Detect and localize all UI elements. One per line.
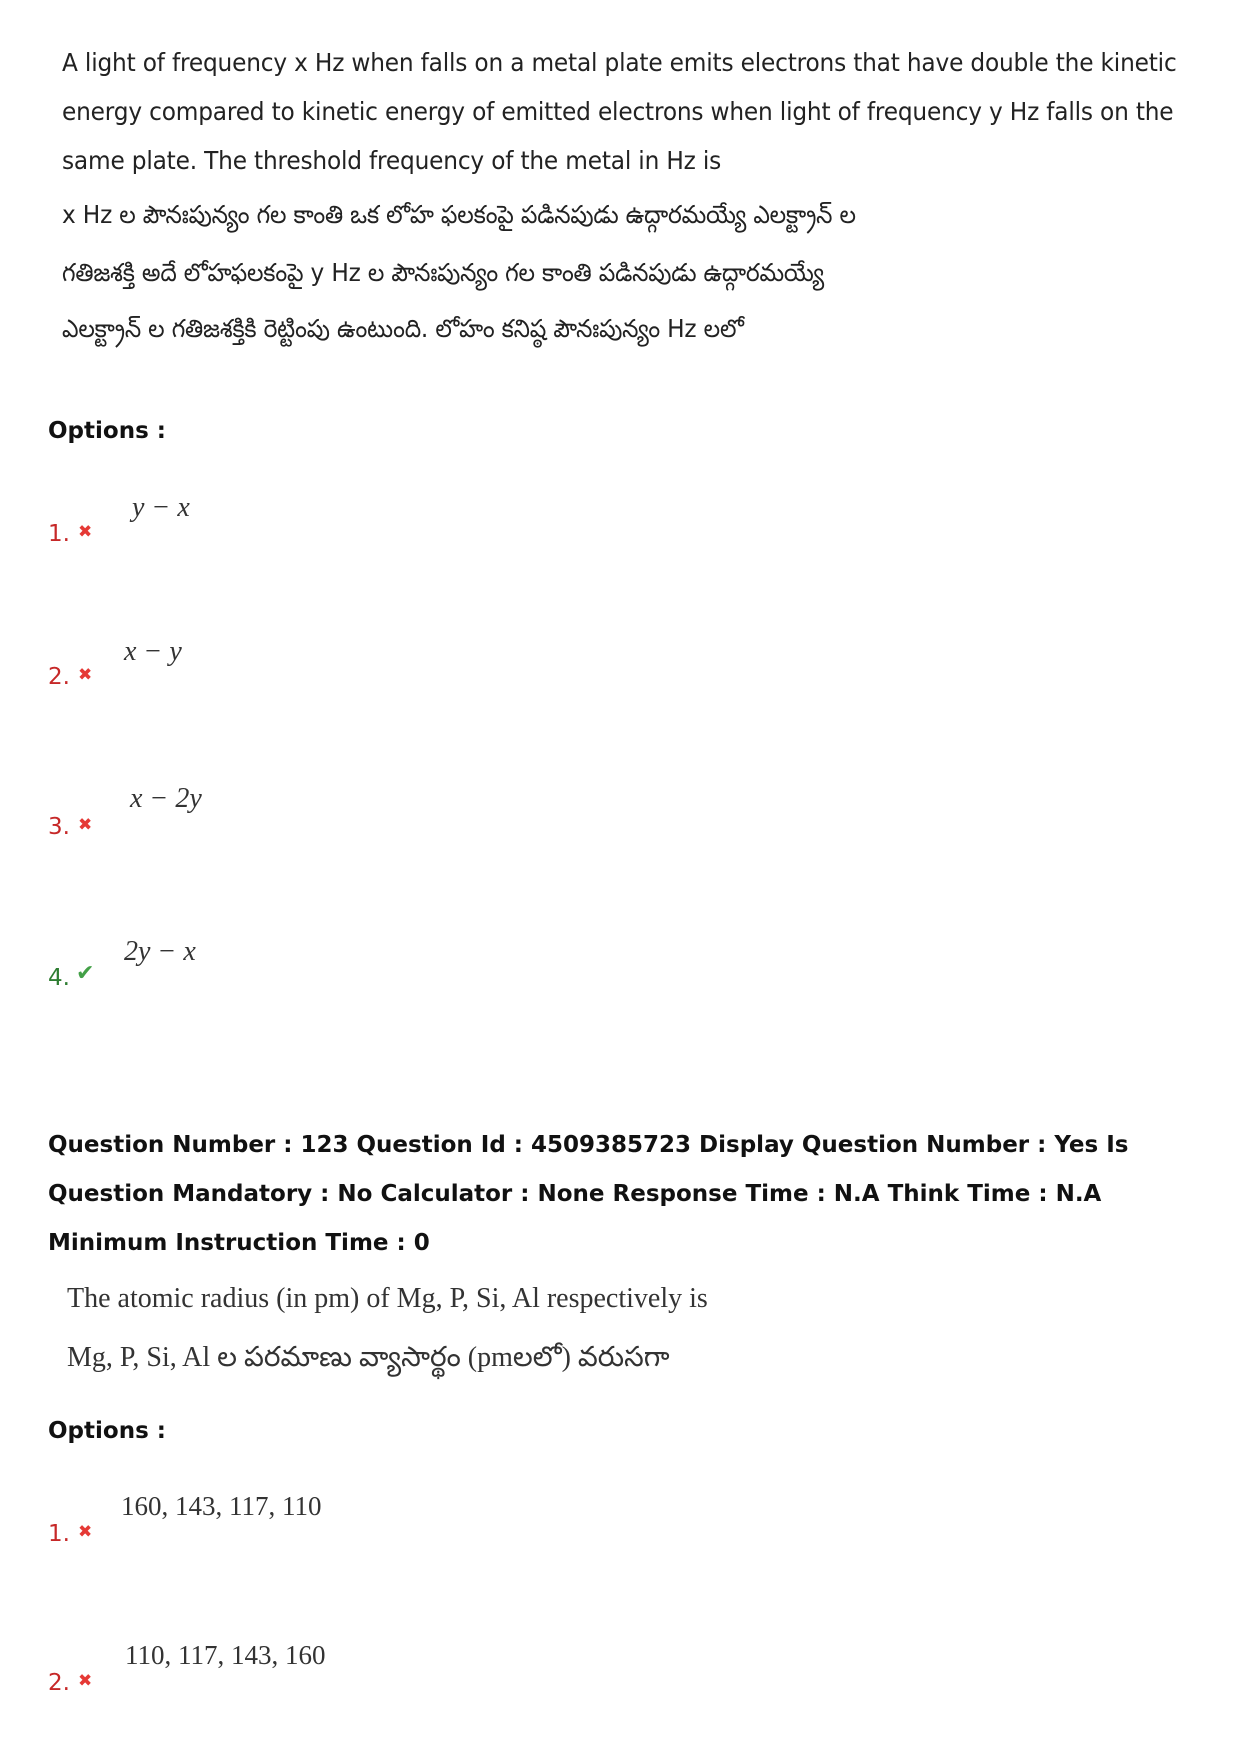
question-english-line-2: energy compared to kinetic energy of emitted electrons when light of frequency y Hz falls on the: [62, 97, 1174, 126]
cross-icon: ✖: [78, 1522, 93, 1542]
option-number: 4.: [48, 965, 70, 991]
question-telugu-line-2: గతిజశక్తి అదే లోహఫలకంపై y Hz ల పౌనఃపున్యం గల కాంతి పడినపుడు ఉద్గారమయ్యే: [62, 258, 825, 287]
cross-icon: ✖: [78, 1671, 93, 1691]
question-english-line-3: same plate. The threshold frequency of the metal in Hz is: [62, 146, 722, 175]
option-number: 2.: [48, 1670, 70, 1696]
option-value: 2y − x: [124, 936, 196, 967]
option-number: 1.: [48, 521, 70, 547]
cross-icon: ✖: [78, 665, 93, 685]
question-123-meta: Question Number : 123 Question Id : 4509385723 Display Question Number : Yes Is Question Mandatory : No Calculator : None Response Time : N.A Think Time : N.A Minimum Instruction Time : 0: [48, 1132, 1129, 1256]
option-value: y − x: [132, 492, 190, 523]
check-icon: ✔: [76, 961, 95, 986]
option-value: x − y: [124, 636, 182, 667]
question-english-line: The atomic radius (in pm) of Mg, P, Si, Al respectively is: [67, 1283, 708, 1314]
option-value: 110, 117, 143, 160: [125, 1640, 326, 1670]
option-number: 3.: [48, 814, 70, 840]
cross-icon: ✖: [78, 522, 93, 542]
option-value: x − 2y: [130, 783, 202, 814]
option-number: 2.: [48, 664, 70, 690]
question-telugu-line: Mg, P, Si, Al ల పరమాణు వ్యాసార్థం (pmలలో) వరుసగా: [67, 1342, 670, 1373]
question-telugu-line-3: ఎలక్ట్రాన్ ల గతిజశక్తికి రెట్టింపు ఉంటుంది. లోహం కనిష్ఠ పౌనఃపున్యం Hz లలో: [62, 314, 744, 343]
cross-icon: ✖: [78, 815, 93, 835]
option-value: 160, 143, 117, 110: [121, 1491, 322, 1521]
options-label: Options :: [48, 1418, 166, 1444]
options-label: Options :: [48, 418, 166, 444]
option-number: 1.: [48, 1521, 70, 1547]
question-english-line-1: A light of frequency x Hz when falls on a metal plate emits electrons that have double the kinetic: [62, 48, 1177, 77]
question-telugu-line-1: x Hz ల పౌనఃపున్యం గల కాంతి ఒక లోహ ఫలకంపై పడినపుడు ఉద్గారమయ్యే ఎలక్ట్రాన్ ల: [62, 200, 856, 229]
